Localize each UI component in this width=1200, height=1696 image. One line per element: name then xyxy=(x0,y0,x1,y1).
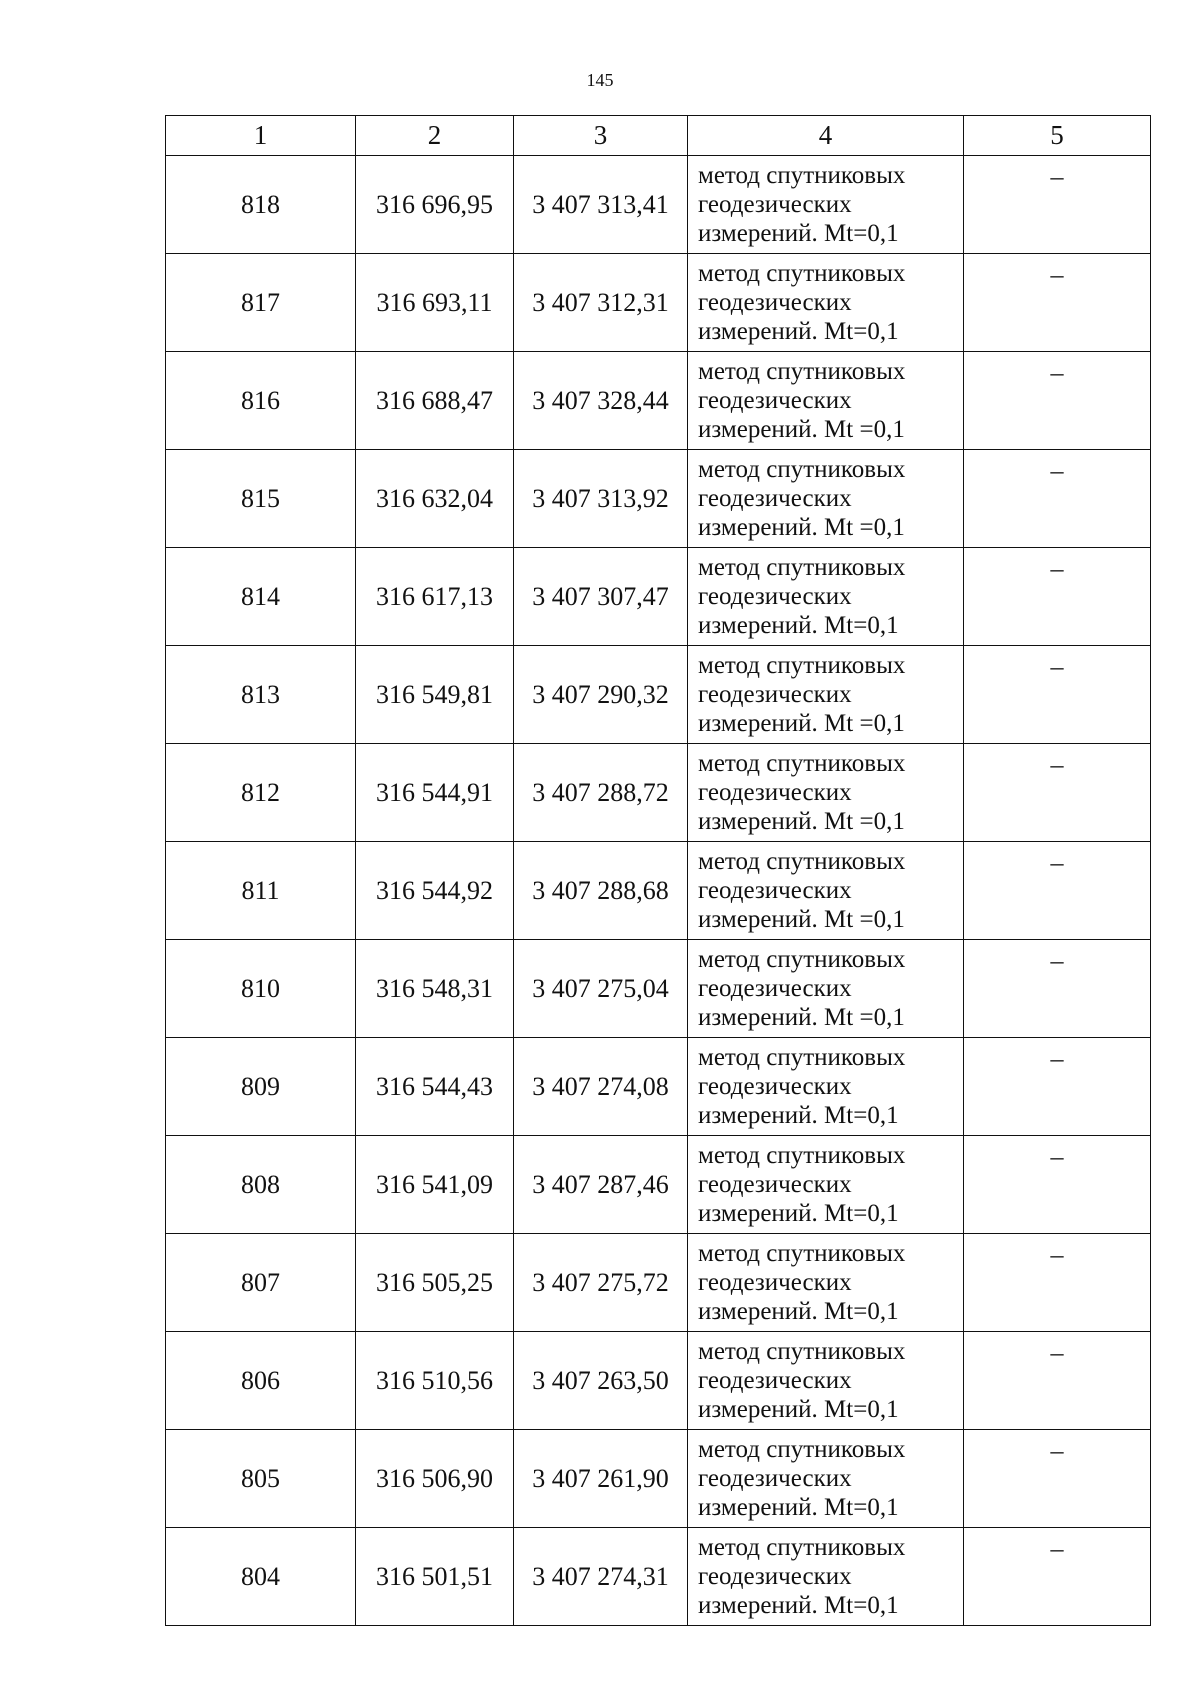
x-coordinate-cell: 316 505,25 xyxy=(356,1234,514,1332)
method-text-line: метод спутниковых xyxy=(698,1436,906,1463)
method-cell xyxy=(688,1332,964,1430)
method-cell xyxy=(688,744,964,842)
method-text-line: метод спутниковых xyxy=(698,1044,906,1071)
method-text-line: геодезических xyxy=(698,583,852,610)
table-row xyxy=(166,940,1151,1038)
x-coordinate-cell: 316 548,31 xyxy=(356,940,514,1038)
method-text-line: метод спутниковых xyxy=(698,358,906,385)
table-header-row xyxy=(166,116,1151,156)
y-coordinate-cell: 3 407 287,46 xyxy=(514,1136,688,1234)
method-cell xyxy=(688,1430,964,1528)
method-cell xyxy=(688,940,964,1038)
point-number-cell: 805 xyxy=(166,1430,356,1528)
table-body xyxy=(166,156,1151,1626)
point-number-cell: 804 xyxy=(166,1528,356,1626)
x-coordinate-cell: 316 541,09 xyxy=(356,1136,514,1234)
method-text-line: измерений. Mt =0,1 xyxy=(698,906,905,933)
method-text-line: метод спутниковых xyxy=(698,554,906,581)
method-text-line: измерений. Mt=0,1 xyxy=(698,1200,899,1227)
y-coordinate-cell: 3 407 307,47 xyxy=(514,548,688,646)
method-text-line: геодезических xyxy=(698,1465,852,1492)
point-number-cell: 817 xyxy=(166,254,356,352)
point-number-cell: 811 xyxy=(166,842,356,940)
note-cell: – xyxy=(964,1234,1151,1332)
method-text-line: измерений. Mt =0,1 xyxy=(698,416,905,443)
method-text-line: измерений. Mt =0,1 xyxy=(698,514,905,541)
method-cell xyxy=(688,548,964,646)
x-coordinate-cell: 316 632,04 xyxy=(356,450,514,548)
x-coordinate-cell: 316 510,56 xyxy=(356,1332,514,1430)
x-coordinate-cell: 316 617,13 xyxy=(356,548,514,646)
method-text-line: измерений. Mt=0,1 xyxy=(698,318,899,345)
y-coordinate-cell: 3 407 288,68 xyxy=(514,842,688,940)
point-number-cell: 813 xyxy=(166,646,356,744)
method-text-line: геодезических xyxy=(698,1367,852,1394)
coordinates-table xyxy=(165,115,1151,1626)
table-row xyxy=(166,1430,1151,1528)
method-cell xyxy=(688,646,964,744)
x-coordinate-cell: 316 501,51 xyxy=(356,1528,514,1626)
note-cell: – xyxy=(964,1430,1151,1528)
column-header: 5 xyxy=(964,116,1151,156)
y-coordinate-cell: 3 407 275,04 xyxy=(514,940,688,1038)
table-row xyxy=(166,1038,1151,1136)
method-text-line: измерений. Mt=0,1 xyxy=(698,220,899,247)
y-coordinate-cell: 3 407 312,31 xyxy=(514,254,688,352)
method-text-line: измерений. Mt=0,1 xyxy=(698,612,899,639)
column-header: 2 xyxy=(356,116,514,156)
table-row xyxy=(166,1332,1151,1430)
method-cell xyxy=(688,1528,964,1626)
method-text-line: геодезических xyxy=(698,289,852,316)
column-header: 1 xyxy=(166,116,356,156)
point-number-cell: 809 xyxy=(166,1038,356,1136)
note-cell: – xyxy=(964,744,1151,842)
method-text-line: метод спутниковых xyxy=(698,456,906,483)
note-cell: – xyxy=(964,254,1151,352)
table-row xyxy=(166,1528,1151,1626)
method-text-line: измерений. Mt =0,1 xyxy=(698,808,905,835)
method-text-line: метод спутниковых xyxy=(698,652,906,679)
x-coordinate-cell: 316 506,90 xyxy=(356,1430,514,1528)
note-cell: – xyxy=(964,940,1151,1038)
method-text-line: измерений. Mt=0,1 xyxy=(698,1494,899,1521)
method-text-line: метод спутниковых xyxy=(698,946,906,973)
table-row xyxy=(166,1136,1151,1234)
note-cell: – xyxy=(964,352,1151,450)
note-cell: – xyxy=(964,450,1151,548)
method-text-line: геодезических xyxy=(698,877,852,904)
column-header: 4 xyxy=(688,116,964,156)
y-coordinate-cell: 3 407 261,90 xyxy=(514,1430,688,1528)
note-cell: – xyxy=(964,1528,1151,1626)
method-text-line: измерений. Mt =0,1 xyxy=(698,1004,905,1031)
table-row xyxy=(166,842,1151,940)
y-coordinate-cell: 3 407 274,31 xyxy=(514,1528,688,1626)
note-cell: – xyxy=(964,156,1151,254)
point-number-cell: 812 xyxy=(166,744,356,842)
method-text-line: измерений. Mt=0,1 xyxy=(698,1396,899,1423)
table-row xyxy=(166,254,1151,352)
method-cell xyxy=(688,450,964,548)
method-text-line: метод спутниковых xyxy=(698,1534,906,1561)
point-number-cell: 815 xyxy=(166,450,356,548)
method-text-line: метод спутниковых xyxy=(698,1142,906,1169)
method-text-line: геодезических xyxy=(698,1073,852,1100)
y-coordinate-cell: 3 407 328,44 xyxy=(514,352,688,450)
note-cell: – xyxy=(964,646,1151,744)
method-text-line: геодезических xyxy=(698,1563,852,1590)
method-text-line: геодезических xyxy=(698,191,852,218)
note-cell: – xyxy=(964,842,1151,940)
method-text-line: измерений. Mt=0,1 xyxy=(698,1592,899,1619)
y-coordinate-cell: 3 407 313,92 xyxy=(514,450,688,548)
method-text-line: метод спутниковых xyxy=(698,750,906,777)
method-text-line: геодезических xyxy=(698,1171,852,1198)
method-text-line: метод спутниковых xyxy=(698,260,906,287)
method-text-line: измерений. Mt=0,1 xyxy=(698,1102,899,1129)
point-number-cell: 816 xyxy=(166,352,356,450)
y-coordinate-cell: 3 407 313,41 xyxy=(514,156,688,254)
point-number-cell: 818 xyxy=(166,156,356,254)
x-coordinate-cell: 316 544,92 xyxy=(356,842,514,940)
x-coordinate-cell: 316 544,91 xyxy=(356,744,514,842)
method-text-line: измерений. Mt =0,1 xyxy=(698,710,905,737)
note-cell: – xyxy=(964,548,1151,646)
method-text-line: метод спутниковых xyxy=(698,1338,906,1365)
method-cell xyxy=(688,254,964,352)
method-cell xyxy=(688,156,964,254)
method-text-line: геодезических xyxy=(698,387,852,414)
y-coordinate-cell: 3 407 290,32 xyxy=(514,646,688,744)
point-number-cell: 808 xyxy=(166,1136,356,1234)
method-text-line: измерений. Mt=0,1 xyxy=(698,1298,899,1325)
point-number-cell: 806 xyxy=(166,1332,356,1430)
method-text-line: геодезических xyxy=(698,681,852,708)
method-text-line: геодезических xyxy=(698,975,852,1002)
table-row xyxy=(166,352,1151,450)
x-coordinate-cell: 316 696,95 xyxy=(356,156,514,254)
x-coordinate-cell: 316 693,11 xyxy=(356,254,514,352)
table-row xyxy=(166,1234,1151,1332)
y-coordinate-cell: 3 407 263,50 xyxy=(514,1332,688,1430)
column-header: 3 xyxy=(514,116,688,156)
point-number-cell: 807 xyxy=(166,1234,356,1332)
method-cell xyxy=(688,1136,964,1234)
point-number-cell: 814 xyxy=(166,548,356,646)
method-cell xyxy=(688,842,964,940)
method-cell xyxy=(688,1234,964,1332)
method-text-line: геодезических xyxy=(698,779,852,806)
method-cell xyxy=(688,1038,964,1136)
point-number-cell: 810 xyxy=(166,940,356,1038)
note-cell: – xyxy=(964,1136,1151,1234)
method-text-line: метод спутниковых xyxy=(698,848,906,875)
method-text-line: метод спутниковых xyxy=(698,1240,906,1267)
method-text-line: метод спутниковых xyxy=(698,162,906,189)
method-text-line: геодезических xyxy=(698,1269,852,1296)
table-row xyxy=(166,744,1151,842)
y-coordinate-cell: 3 407 288,72 xyxy=(514,744,688,842)
table-row xyxy=(166,156,1151,254)
table-row xyxy=(166,646,1151,744)
x-coordinate-cell: 316 549,81 xyxy=(356,646,514,744)
y-coordinate-cell: 3 407 274,08 xyxy=(514,1038,688,1136)
table-row xyxy=(166,548,1151,646)
note-cell: – xyxy=(964,1332,1151,1430)
page-number: 145 xyxy=(586,70,614,90)
x-coordinate-cell: 316 688,47 xyxy=(356,352,514,450)
method-text-line: геодезических xyxy=(698,485,852,512)
note-cell: – xyxy=(964,1038,1151,1136)
method-cell xyxy=(688,352,964,450)
y-coordinate-cell: 3 407 275,72 xyxy=(514,1234,688,1332)
table-row xyxy=(166,450,1151,548)
x-coordinate-cell: 316 544,43 xyxy=(356,1038,514,1136)
